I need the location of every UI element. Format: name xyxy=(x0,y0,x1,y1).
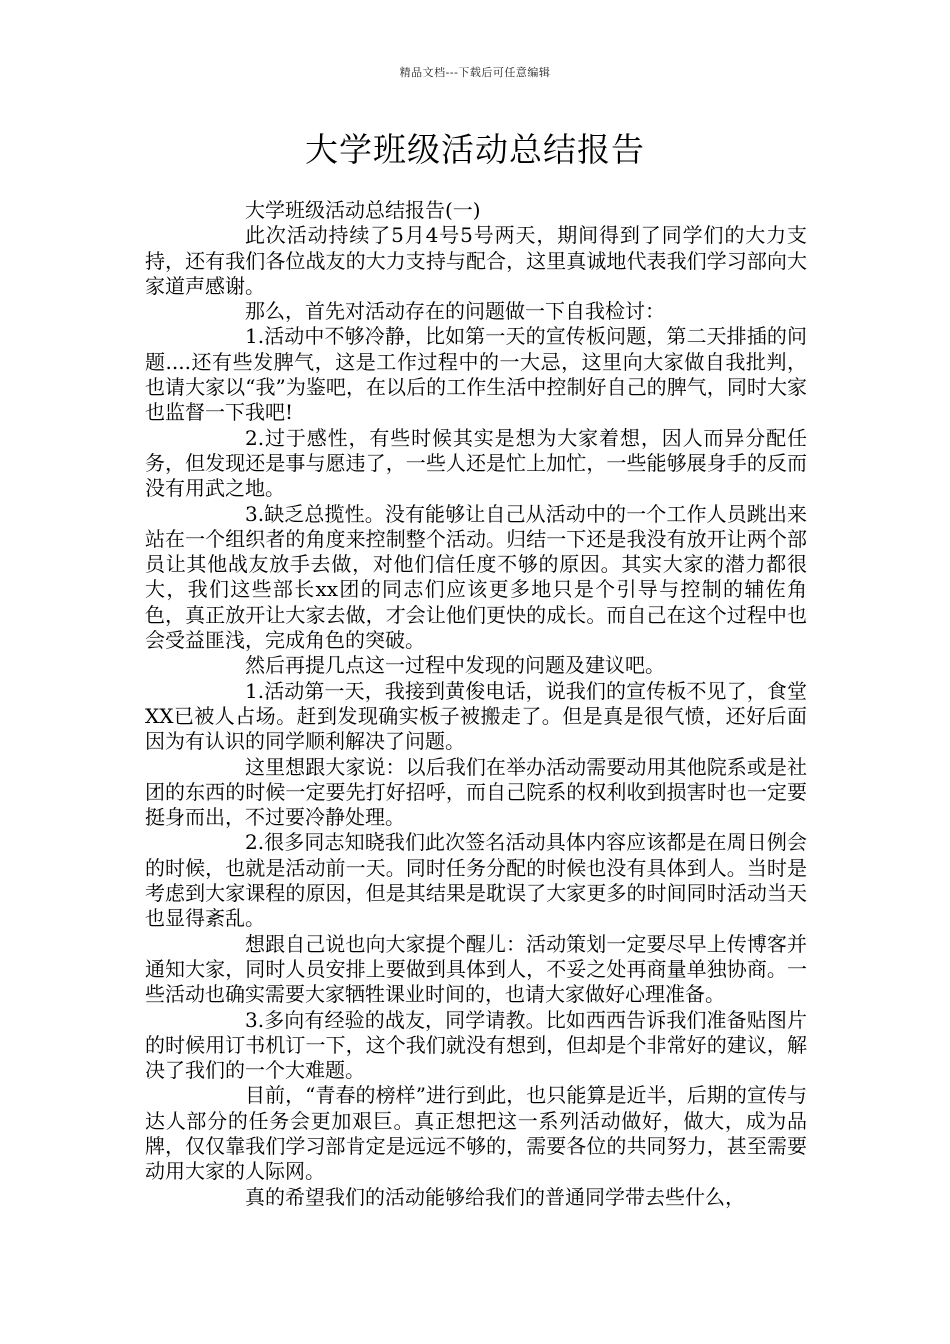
paragraph: 目前，“青春的榜样”进行到此，也只能算是近半，后期的宣传与达人部分的任务会更加艰巨。真正想把这一系列活动做好，做大，成为品牌，仅仅靠我们学习部肯定是远远不够的，需要各位的共同努力，甚至需要动用大家的人际网。 xyxy=(145,1083,807,1184)
paragraph: 然后再提几点这一过程中发现的问题及建议吧。 xyxy=(245,653,665,678)
paragraph: 那么，首先对活动存在的问题做一下自我检讨： xyxy=(245,299,665,324)
paragraph: 1.活动第一天，我接到黄俊电话，说我们的宣传板不见了，食堂XX已被人占场。赶到发现确实板子被搬走了。但是真是很气愤，还好后面因为有认识的同学顺利解决了问题。 xyxy=(145,678,807,754)
paragraph: 此次活动持续了5月4号5号两天，期间得到了同学们的大力支持，还有我们各位战友的大力支持与配合，这里真诚地代表我们学习部向大家道声感谢。 xyxy=(145,223,807,298)
paragraph: 大学班级活动总结报告(一) xyxy=(245,198,481,222)
header-note: 精品文档---下载后可任意编辑 xyxy=(399,66,551,79)
paragraph: 想跟自己说也向大家提个醒儿：活动策划一定要尽早上传博客并通知大家，同时人员安排上要做到具体到人，不妥之处再商量单独协商。一些活动也确实需要大家牺牲课业时间的，也请大家做好心理准备。 xyxy=(145,931,807,1007)
document-title: 大学班级活动总结报告 xyxy=(305,130,645,169)
paragraph: 2.过于感性，有些时候其实是想为大家着想，因人而异分配任务，但发现还是事与愿违了，一些人还是忙上加忙，一些能够展身手的反而没有用武之地。 xyxy=(145,425,807,501)
paragraph: 1.活动中不够冷静，比如第一天的宣传板问题，第二天排插的问题....还有些发脾气，这是工作过程中的一大忌，这里向大家做自我批判，也请大家以“我”为鉴吧，在以后的工作生活中控制好自己的脾气，同时大家也监督一下我吧! xyxy=(145,324,807,425)
paragraph: 3.缺乏总揽性。没有能够让自己从活动中的一个工作人员跳出来站在一个组织者的角度来控制整个活动。归结一下还是我没有放开让两个部员让其他战友放手去做，对他们信任度不够的原因。其实大家的潜力都很大，我们这些部长xx团的同志们应该更多地只是个引导与控制的辅佐角色，真正放开让大家去做，才会让他们更快的成长。而自己在这个过程中也会受益匪浅，完成角色的突破。 xyxy=(145,501,807,653)
paragraph: 这里想跟大家说：以后我们在举办活动需要动用其他院系或是社团的东西的时候一定要先打好招呼，而自己院系的权利收到损害时也一定要挺身而出，不过要冷静处理。 xyxy=(145,754,807,830)
paragraph: 2.很多同志知晓我们此次签名活动具体内容应该都是在周日例会的时候，也就是活动前一天。同时任务分配的时候也没有具体到人。当时是考虑到大家课程的原因，但是其结果是耽误了大家更多的时间同时活动当天也显得紊乱。 xyxy=(145,830,807,931)
document-body xyxy=(145,198,807,1210)
paragraph: 3.多向有经验的战友，同学请教。比如西西告诉我们准备贴图片的时候用订书机订一下，这个我们就没有想到，但却是个非常好的建议，解决了我们的一个大难题。 xyxy=(145,1007,807,1083)
paragraph: 真的希望我们的活动能够给我们的普通同学带去些什么， xyxy=(245,1184,745,1209)
